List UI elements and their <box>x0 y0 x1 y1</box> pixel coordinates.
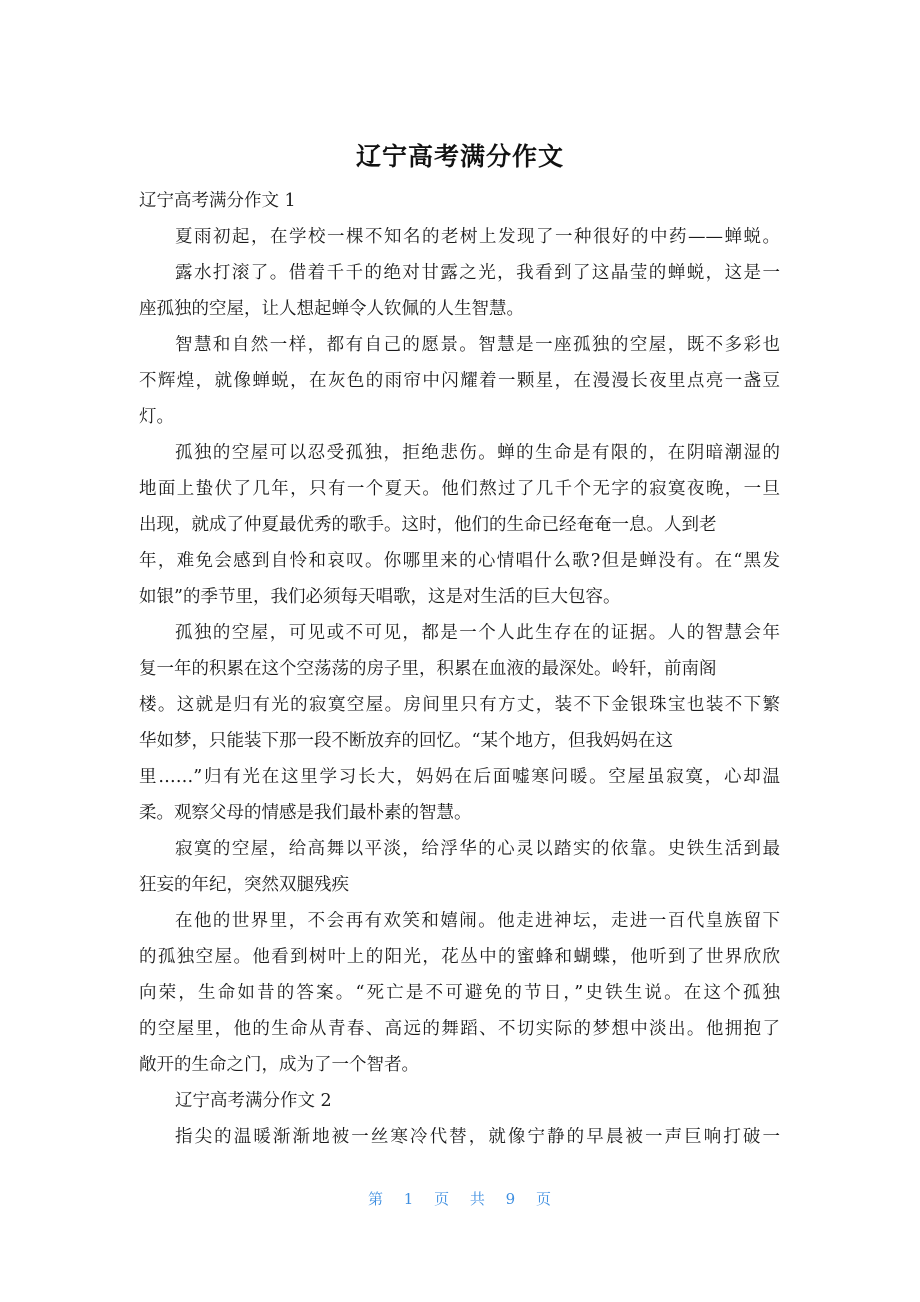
paragraph-line: 寂寞的空屋，给高舞以平淡，给浮华的心灵以踏实的依靠。史铁生活到最 <box>175 839 780 859</box>
paragraph-line: 座孤独的空屋，让人想起蝉令人钦佩的人生智慧。 <box>139 299 524 319</box>
paragraph-line: 柔。观察父母的情感是我们最朴素的智慧。 <box>139 803 472 823</box>
paragraph-line: 敞开的生命之门，成为了一个智者。 <box>139 1055 419 1075</box>
paragraph-line: 孤独的空屋，可见或不可见，都是一个人此生存在的证据。人的智慧会年 <box>175 623 780 643</box>
paragraph-line: 的孤独空屋。他看到树叶上的阳光，花丛中的蜜蜂和蝴蝶，他听到了世界欣欣 <box>139 947 780 967</box>
paragraph-line: 里……”归有光在这里学习长大，妈妈在后面嘘寒问暖。空屋虽寂寞，心却温 <box>139 767 780 787</box>
paragraph-line: 的空屋里，他的生命从青春、高远的舞蹈、不切实际的梦想中淡出。他拥抱了 <box>139 1019 780 1039</box>
paragraph-line: 楼。这就是归有光的寂寞空屋。房间里只有方丈，装不下金银珠宝也装不下繁 <box>139 695 780 715</box>
total-pages-number: 9 <box>505 1190 517 1208</box>
paragraph-line: 孤独的空屋可以忍受孤独，拒绝悲伤。蝉的生命是有限的，在阴暗潮湿的 <box>175 443 780 463</box>
page-label-prefix: 第 <box>367 1190 384 1208</box>
paragraph-line: 不辉煌，就像蝉蜕，在灰色的雨帘中闪耀着一颗星，在漫漫长夜里点亮一盏豆 <box>139 371 780 391</box>
paragraph-line: 出现，就成了仲夏最优秀的歌手。这时，他们的生命已经奄奄一息。人到老 <box>139 515 717 535</box>
paragraph-line: 地面上蛰伏了几年，只有一个夏天。他们熬过了几千个无字的寂寞夜晚，一旦 <box>139 479 780 499</box>
section-heading: 辽宁高考满分作文 2 <box>175 1091 332 1111</box>
paragraph-line: 狂妄的年纪，突然双腿残疾 <box>139 875 349 895</box>
paragraph-line: 如银”的季节里，我们必须每天唱歌，这是对生活的巨大包容。 <box>139 587 621 607</box>
paragraph-line: 年，难免会感到自怜和哀叹。你哪里来的心情唱什么歌?但是蝉没有。在“黑发 <box>139 551 780 571</box>
current-page-number: 1 <box>403 1190 415 1208</box>
paragraph-line: 指尖的温暖渐渐地被一丝寒冷代替，就像宁静的早晨被一声巨响打破一 <box>175 1127 780 1147</box>
page-label-mid: 页 共 <box>434 1190 486 1208</box>
page-title: 辽宁高考满分作文 <box>355 142 564 171</box>
paragraph-line: 在他的世界里，不会再有欢笑和嬉闹。他走进神坛，走进一百代皇族留下 <box>175 911 780 931</box>
page-label-suffix: 页 <box>536 1190 553 1208</box>
paragraph-line: 向荣，生命如昔的答案。“死亡是不可避免的节日，”史铁生说。在这个孤独 <box>139 983 780 1003</box>
section-heading: 辽宁高考满分作文 1 <box>139 191 296 211</box>
paragraph-line: 灯。 <box>139 407 174 427</box>
paragraph-line: 智慧和自然一样，都有自己的愿景。智慧是一座孤独的空屋，既不多彩也 <box>175 335 780 355</box>
paragraph-line: 夏雨初起，在学校一棵不知名的老树上发现了一种很好的中药——蝉蜕。 <box>175 227 780 247</box>
paragraph-line: 华如梦，只能装下那一段不断放弃的回忆。“某个地方，但我妈妈在这 <box>139 731 673 751</box>
paragraph-line: 露水打滚了。借着千千的绝对甘露之光，我看到了这晶莹的蝉蜕，这是一 <box>175 263 780 283</box>
paragraph-line: 复一年的积累在这个空荡荡的房子里，积累在血液的最深处。岭轩，前南阁 <box>139 659 717 679</box>
page-footer <box>0 1188 920 1209</box>
